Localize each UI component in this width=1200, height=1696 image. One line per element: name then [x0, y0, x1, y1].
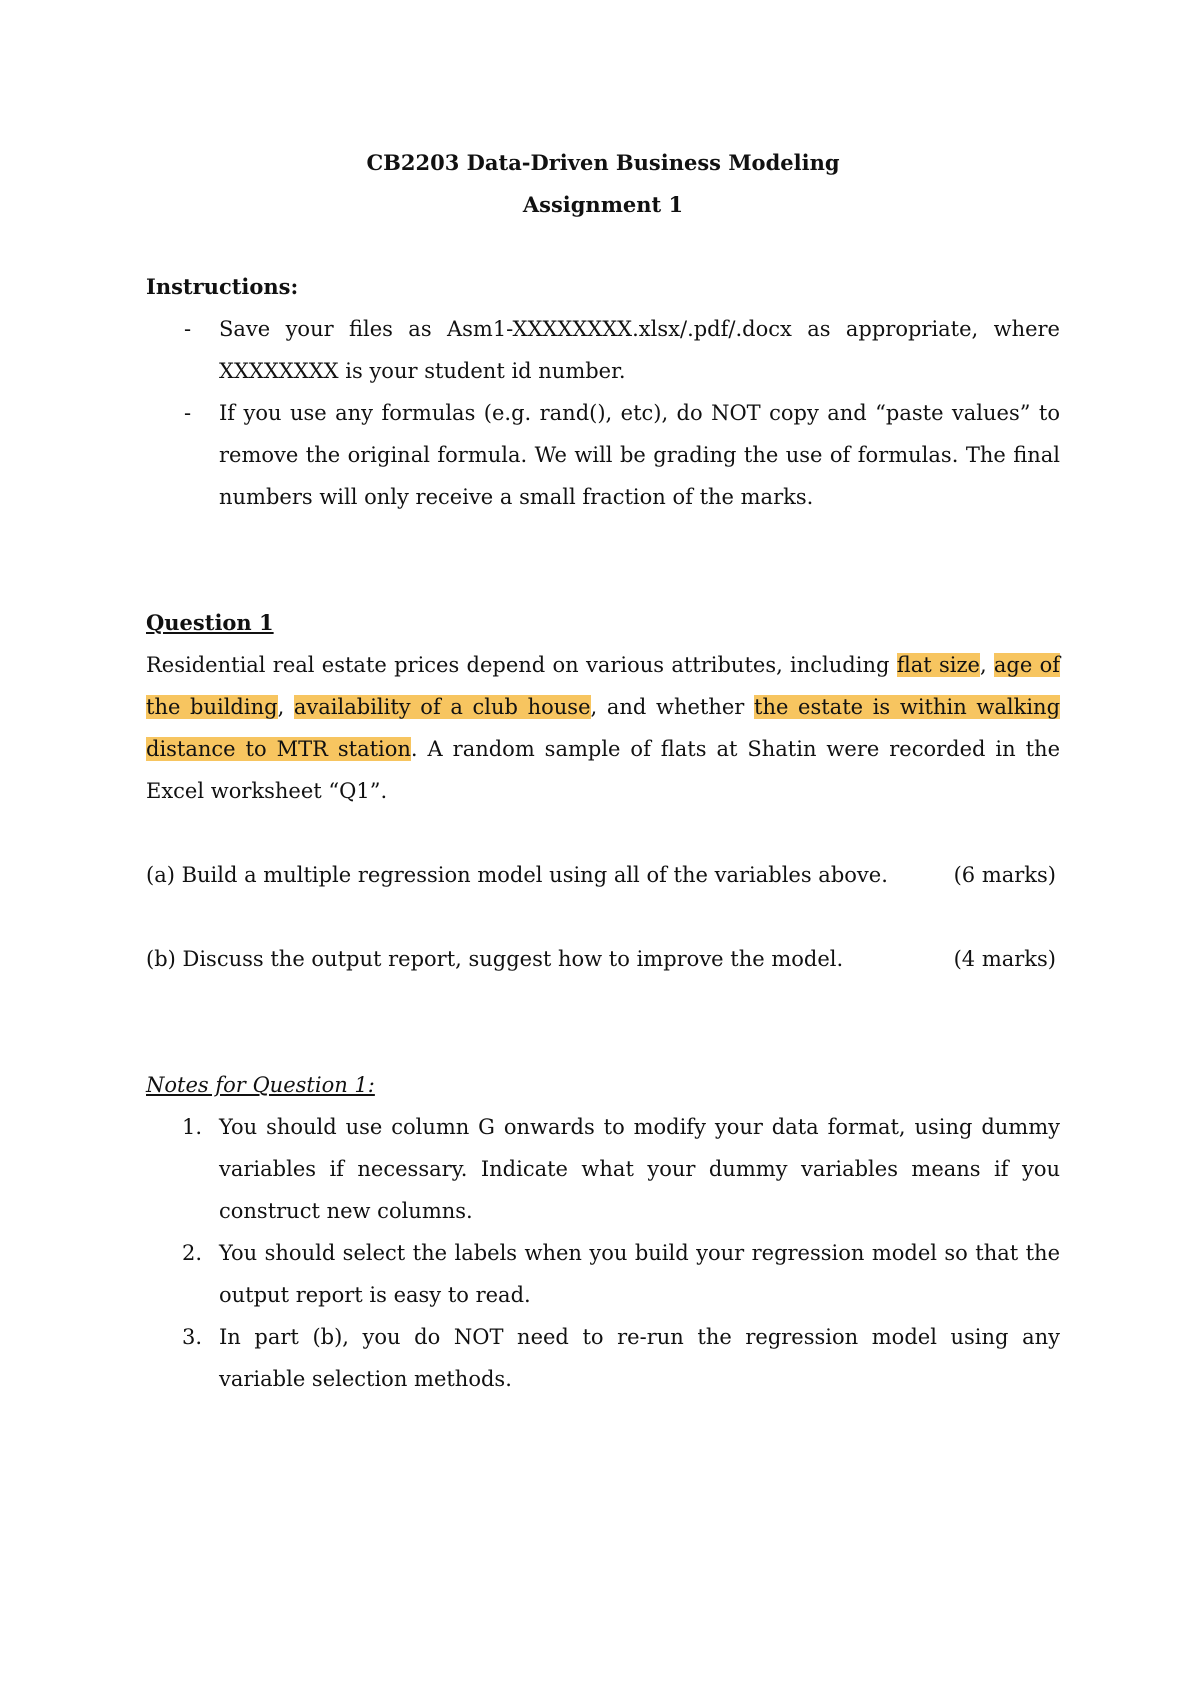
- course-title: CB2203 Data-Driven Business Modeling: [366, 150, 840, 175]
- highlight-mtr-distance: the estate is within walking distance to MTR station: [146, 695, 1061, 761]
- question-1-paragraph: [146, 644, 1060, 812]
- part-a-marks: (6 marks): [953, 863, 1056, 887]
- instruction-text: If you use any formulas (e.g. rand(), etc), do NOT copy and “paste values” to remove the original formula. We will be grading the use of formulas. The final numbers will only receive a small fraction of the marks.: [219, 401, 1060, 509]
- para-text: ,: [277, 695, 294, 719]
- dash-bullet: -: [184, 401, 192, 425]
- assignment-title: Assignment 1: [522, 192, 684, 217]
- instruction-item: [146, 308, 1060, 392]
- para-text: Residential real estate prices depend on various attributes, including: [146, 653, 897, 677]
- para-text: , and whether: [590, 695, 754, 719]
- document-content: [146, 142, 1060, 1400]
- title-block: [146, 142, 1060, 226]
- part-a-text: (a) Build a multiple regression model using all of the variables above.: [146, 863, 888, 887]
- highlight-flat-size: flat size: [896, 653, 980, 677]
- note-number: 3.: [182, 1325, 203, 1349]
- note-text: You should select the labels when you build your regression model so that the output report is easy to read.: [219, 1241, 1060, 1307]
- dash-bullet: -: [184, 317, 192, 341]
- note-item: [146, 1106, 1060, 1232]
- para-text: ,: [979, 653, 994, 677]
- question-1-heading: Question 1: [146, 610, 274, 635]
- note-text: You should use column G onwards to modify your data format, using dummy variables if necessary. Indicate what your dummy variables means if you construct new columns.: [219, 1115, 1060, 1223]
- para-text: . A random sample of flats at Shatin were recorded in the Excel worksheet “Q1”.: [146, 737, 1060, 803]
- note-item: [146, 1316, 1060, 1400]
- part-b-text: (b) Discuss the output report, suggest how to improve the model.: [146, 947, 844, 971]
- highlight-building-age: age of the building: [146, 653, 1060, 719]
- note-number: 1.: [182, 1115, 203, 1139]
- instructions-heading: Instructions:: [146, 274, 299, 299]
- question-part-a: [146, 854, 1060, 896]
- note-number: 2.: [182, 1241, 203, 1265]
- notes-heading: Notes for Question 1:: [146, 1073, 375, 1097]
- highlight-club-house: availability of a club house: [293, 695, 591, 719]
- part-b-marks: (4 marks): [953, 947, 1056, 971]
- question-part-b: [146, 938, 1060, 980]
- instruction-item: [146, 392, 1060, 518]
- note-text: In part (b), you do NOT need to re-run the regression model using any variable selection methods.: [219, 1325, 1060, 1391]
- note-item: [146, 1232, 1060, 1316]
- instruction-text: Save your files as Asm1-XXXXXXXX.xlsx/.pdf/.docx as appropriate, where XXXXXXXX is your student id number.: [219, 317, 1060, 383]
